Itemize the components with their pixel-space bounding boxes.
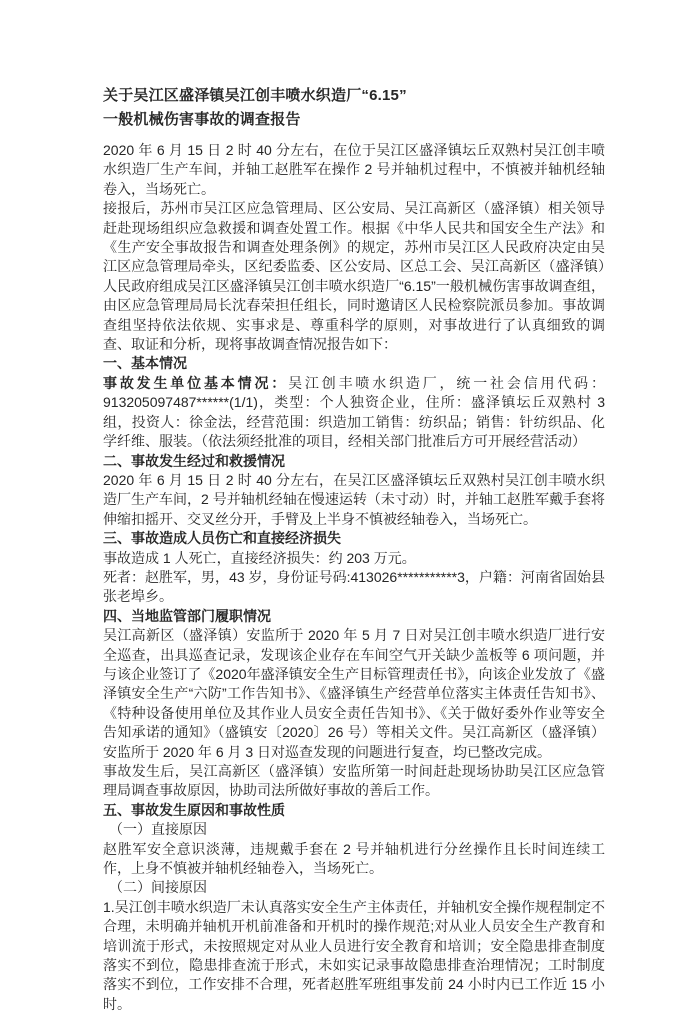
accident-course-paragraph: 2020 年 6 月 15 日 2 时 40 分左右，在吴江区盛泽镇坛丘双熟村吴江创丰喷水织造厂生产车间，2 号并轴机经轴在慢速运转（未寸动）时，并轴工赵胜军戴手套将伸缩扣摇开、交叉丝分开，手臂及上半身不慎被经轴卷入，当场死亡。 bbox=[103, 471, 605, 527]
unit-info-text: 吴江创丰喷水织造厂，统一社会信用代码：913205097487******(1/1)，类型：个人独资企业，住所：盛泽镇坛丘双熟村 3 组，投资人：徐金法，经营范围：织造加工销售：纺织品；销售：针纺织品、化学纤维、服装。（依法须经批准的项目，经相关部门批准后方可开展经营活动） bbox=[103, 374, 606, 450]
report-title bbox=[103, 84, 605, 132]
section-heading-supervision: 四、当地监管部门履职情况 bbox=[103, 607, 271, 624]
deceased-info-paragraph: 死者：赵胜军，男，43 岁，身份证号码:413026***********3，户籍：河南省固始县张老埠乡。 bbox=[103, 568, 605, 605]
report-body bbox=[103, 141, 605, 1014]
section-heading-casualty-loss: 三、事故造成人员伤亡和直接经济损失 bbox=[103, 530, 341, 547]
supervision-paragraph-2: 事故发生后，吴江高新区（盛泽镇）安监所第一时间赶赴现场协助吴江区应急管理局调查事故原因，协助司法所做好事故的善后工作。 bbox=[103, 763, 605, 799]
section-heading-causes: 五、事故发生原因和事故性质 bbox=[103, 801, 285, 818]
section-heading-basic-info: 一、基本情况 bbox=[103, 355, 187, 372]
section-heading-accident-course: 二、事故发生经过和救援情况 bbox=[103, 452, 285, 469]
indirect-cause-paragraph: 1.吴江创丰喷水织造厂未认真落实安全生产主体责任，并轴机安全操作规程制定不合理，未明确并轴机开机前准备和开机时的操作规范;对从业人员安全生产教育和培训流于形式，未按照规定对从业人员进行安全教育和培训；安全隐患排查制度落实不到位，隐患排查流于形式，未如实记录事故隐患排查治理情况；工时制度落实不到位，工作安排不合理，死者赵胜军班组事发前 24 小时内已工作近 15 小时。 bbox=[103, 898, 605, 1012]
report-title-line-2: 一般机械伤害事故的调查报告 bbox=[103, 111, 301, 128]
casualty-loss-line: 事故造成 1 人死亡，直接经济损失：约 203 万元。 bbox=[103, 549, 416, 566]
unit-info-label: 事故发生单位基本情况： bbox=[103, 374, 289, 391]
preamble-paragraph-1: 2020 年 6 月 15 日 2 时 40 分左右，在位于吴江区盛泽镇坛丘双熟村吴江创丰喷水织造厂生产车间，并轴工赵胜军在操作 2 号并轴机过程中，不慎被并轴机经轴卷入，当场死亡。 bbox=[103, 142, 605, 197]
supervision-paragraph-1: 吴江高新区（盛泽镇）安监所于 2020 年 5 月 7 日对吴江创丰喷水织造厂进行安全巡查，出具巡查记录，发现该企业存在车间空气开关缺少盖板等 6 项问题，并与该企业签订了《2020年盛泽镇安全生产目标管理责任书》，向该企业发放了《盛泽镇安全生产“六防”工作告知书》、《盛泽镇生产经营单位落实主体责任告知书》、《特种设备使用单位及其作业人员安全责任告知书》、《关于做好委外作业等安全告知承诺的通知》（盛镇安〔2020〕26 号）等相关文件。吴江高新区（盛泽镇）安监所于 2020 年 6 月 3 日对巡查发现的问题进行复查，均已整改完成。 bbox=[103, 627, 605, 760]
direct-cause-paragraph: 赵胜军安全意识淡薄，违规戴手套在 2 号并轴机进行分丝操作且长时间连续工作，上身不慎被并轴机经轴卷入，当场死亡。 bbox=[103, 840, 605, 877]
subsection-heading-indirect-cause: （二）间接原因 bbox=[109, 879, 207, 896]
report-title-line-1: 关于吴江区盛泽镇吴江创丰喷水织造厂“6.15” bbox=[103, 87, 407, 104]
subsection-heading-direct-cause: （一）直接原因 bbox=[109, 821, 207, 838]
unit-info-paragraph bbox=[103, 374, 605, 452]
preamble-paragraph-2: 接报后，苏州市吴江区应急管理局、区公安局、吴江高新区（盛泽镇）相关领导赶赴现场组织应急救援和调查处置工作。根据《中华人民共和国安全生产法》和《生产安全事故报告和调查处理条例》的规定，苏州市吴江区人民政府决定由吴江区应急管理局牵头，区纪委监委、区公安局、区总工会、吴江高新区（盛泽镇）人民政府组成吴江区盛泽镇吴江创丰喷水织造厂“6.15”一般机械伤害事故调查组，由区应急管理局局长沈春荣担任组长，同时邀请区人民检察院派员参加。事故调查组坚持依法依规、实事求是、尊重科学的原则，对事故进行了认真细致的调查、取证和分析，现将事故调查情况报告如下： bbox=[103, 200, 605, 353]
